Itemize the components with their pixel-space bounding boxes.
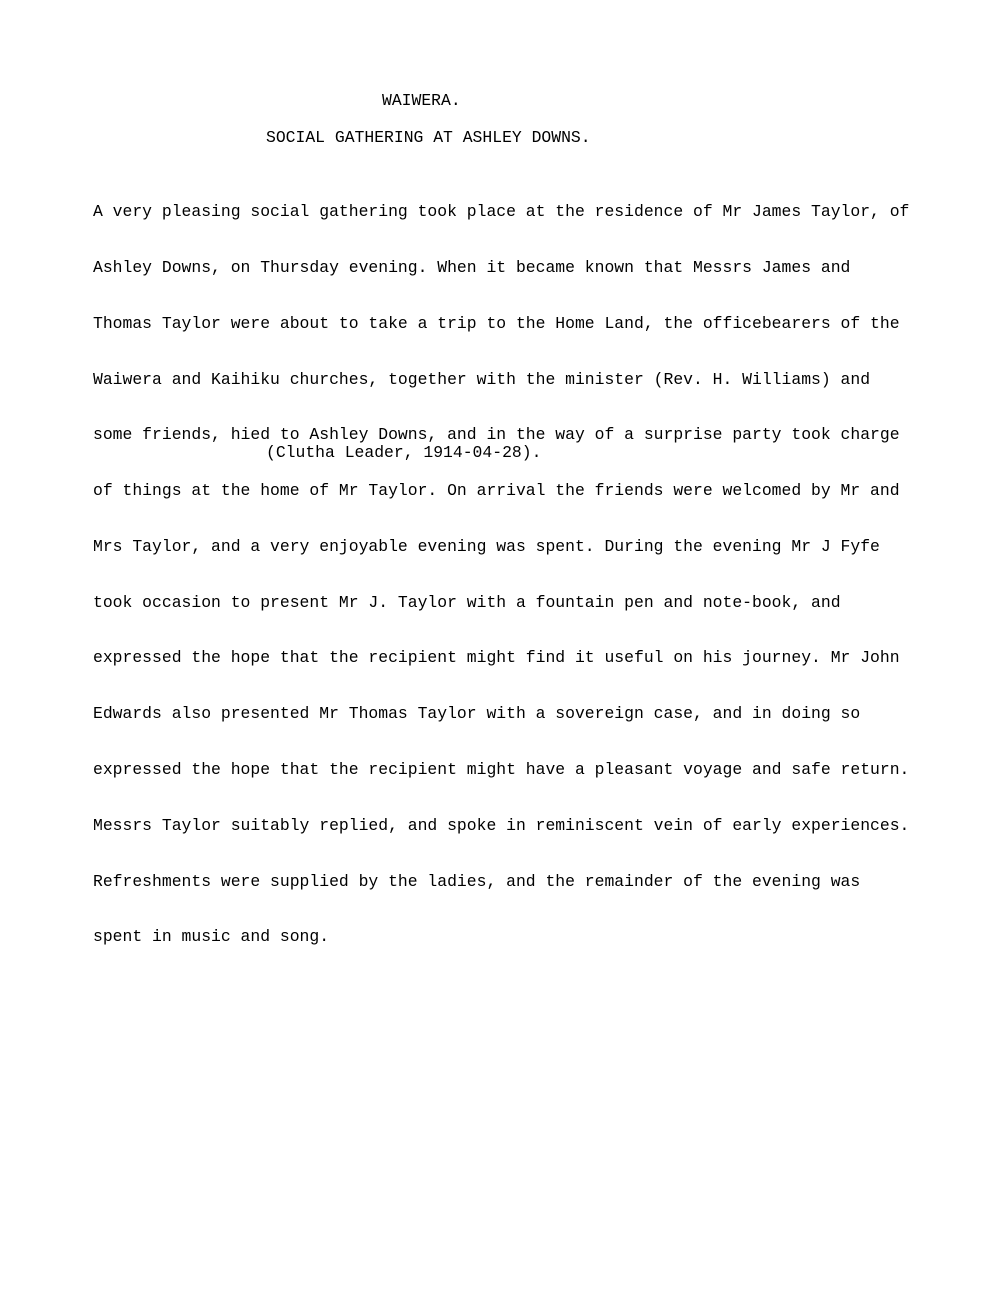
body-line: Waiwera and Kaihiku churches, together with the minister (Rev. H. Williams) and <box>93 369 871 389</box>
article-title: WAIWERA. <box>382 91 461 110</box>
body-line: took occasion to present Mr J. Taylor with a fountain pen and note-book, and <box>93 592 841 612</box>
body-line: Thomas Taylor were about to take a trip to the Home Land, the officebearers of the <box>93 313 900 333</box>
body-line: Messrs Taylor suitably replied, and spoke in reminiscent vein of early experiences. <box>93 815 910 835</box>
body-line: of things at the home of Mr Taylor. On arrival the friends were welcomed by Mr and <box>93 481 900 501</box>
article-subtitle: SOCIAL GATHERING AT ASHLEY DOWNS. <box>266 128 591 147</box>
body-line: Refreshments were supplied by the ladies, and the remainder of the evening was <box>93 871 861 891</box>
body-line: Ashley Downs, on Thursday evening. When it became known that Messrs James and <box>93 257 851 277</box>
article-body <box>93 166 909 984</box>
body-line: Edwards also presented Mr Thomas Taylor with a sovereign case, and in doing so <box>93 704 861 724</box>
source-citation: (Clutha Leader, 1914-04-28). <box>266 443 542 462</box>
body-line: A very pleasing social gathering took place at the residence of Mr James Taylor, of <box>93 202 910 222</box>
body-line: some friends, hied to Ashley Downs, and in the way of a surprise party took charge <box>93 425 900 445</box>
body-line: Mrs Taylor, and a very enjoyable evening was spent. During the evening Mr J Fyfe <box>93 536 880 556</box>
body-line: expressed the hope that the recipient might find it useful on his journey. Mr John <box>93 648 900 668</box>
body-line: expressed the hope that the recipient might have a pleasant voyage and safe return. <box>93 760 910 779</box>
body-line: spent in music and song. <box>93 927 330 947</box>
